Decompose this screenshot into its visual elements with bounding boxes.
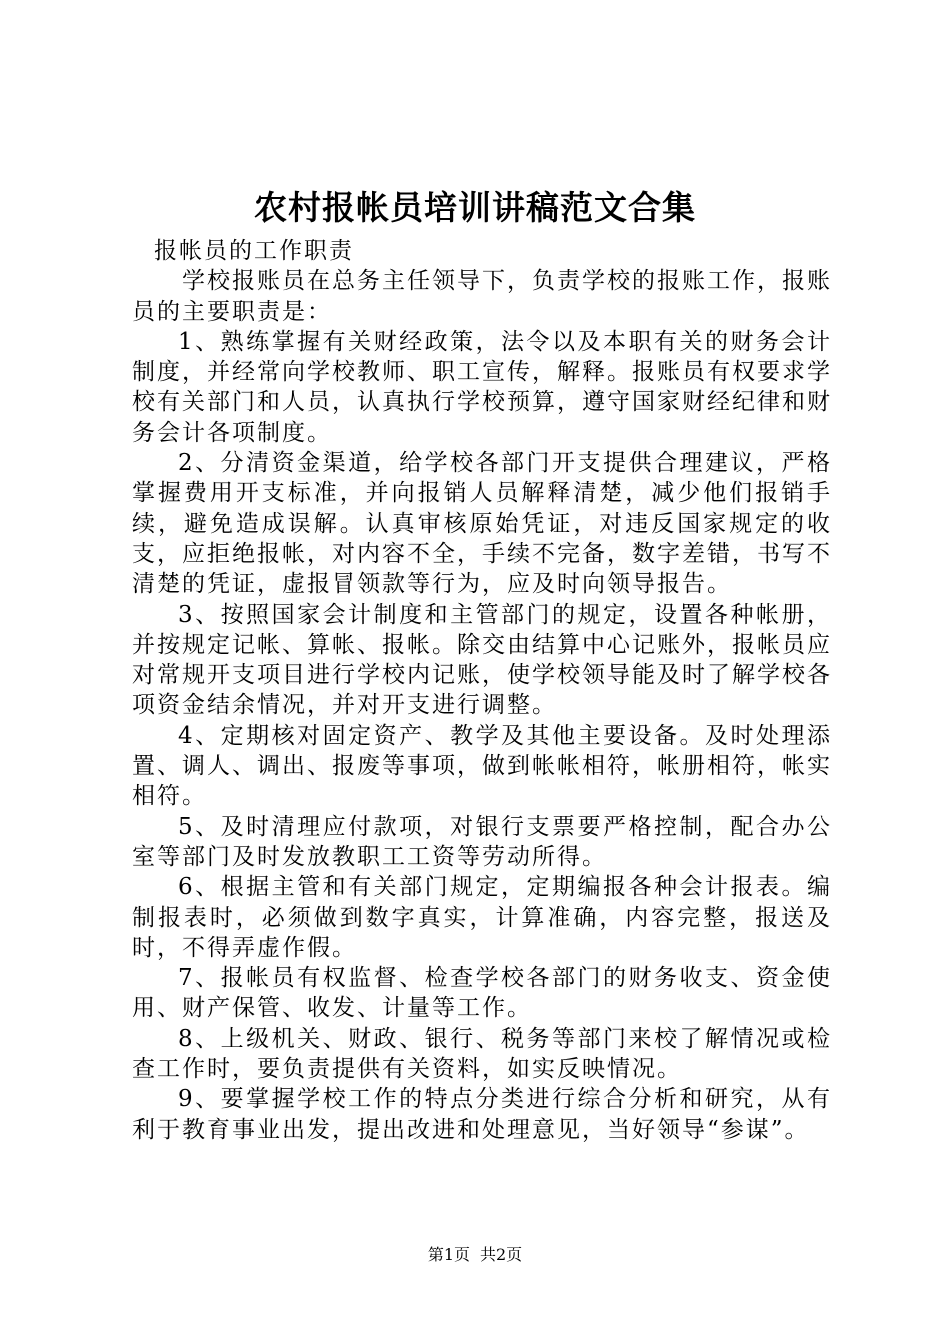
- page-footer: [0, 1243, 950, 1267]
- duty-paragraph-8: 8、上级机关、财政、银行、税务等部门来校了解情况或检查工作时，要负责提供有关资料，如实反映情况。: [132, 1025, 832, 1083]
- section-subheading: 报帐员的工作职责: [154, 238, 354, 264]
- duty-paragraph-3: 3、按照国家会计制度和主管部门的规定，设置各种帐册，并按规定记帐、算帐、报帐。除交由结算中心记账外，报帐员应对常规开支项目进行学校内记账，使学校领导能及时了解学校各项资金结余情况，并对开支进行调整。: [132, 601, 832, 719]
- page-total: 共2页: [480, 1245, 523, 1264]
- document-title: 农村报帐员培训讲稿范文合集: [254, 188, 696, 227]
- document-body: [132, 236, 832, 1145]
- duty-paragraph-1: 1、熟练掌握有关财经政策，法令以及本职有关的财务会计制度，并经常向学校教师、职工宣传，解释。报账员有权要求学校有关部门和人员，认真执行学校预算，遵守国家财经纪律和财务会计各项制度。: [132, 328, 832, 446]
- duty-paragraph-4: 4、定期核对固定资产、教学及其他主要设备。及时处理添置、调人、调出、报废等事项，做到帐帐相符，帐册相符，帐实相符。: [132, 722, 832, 810]
- duty-paragraph-2: 2、分清资金渠道，给学校各部门开支提供合理建议，严格掌握费用开支标准，并向报销人员解释清楚，减少他们报销手续，避免造成误解。认真审核原始凭证，对违反国家规定的收支，应拒绝报帐，对内容不全，手续不完备，数字差错，书写不清楚的凭证，虚报冒领款等行为，应及时向领导报告。: [132, 450, 832, 598]
- duty-paragraph-7: 7、报帐员有权监督、检查学校各部门的财务收支、资金使用、财产保管、收发、计量等工作。: [132, 965, 832, 1022]
- duty-paragraph-9: 9、要掌握学校工作的特点分类进行综合分析和研究，从有利于教育事业出发，提出改进和处理意见，当好领导“参谋”。: [132, 1086, 832, 1143]
- intro-paragraph: 学校报账员在总务主任领导下，负责学校的报账工作，报账员的主要职责是：: [132, 268, 832, 325]
- duty-paragraph-5: 5、及时清理应付款项，对银行支票要严格控制，配合办公室等部门及时发放教职工工资等劳动所得。: [132, 813, 832, 870]
- duty-paragraph-6: 6、根据主管和有关部门规定，定期编报各种会计报表。编制报表时，必须做到数字真实，计算准确，内容完整，报送及时，不得弄虚作假。: [132, 874, 832, 961]
- page-number: 第1页: [427, 1245, 470, 1264]
